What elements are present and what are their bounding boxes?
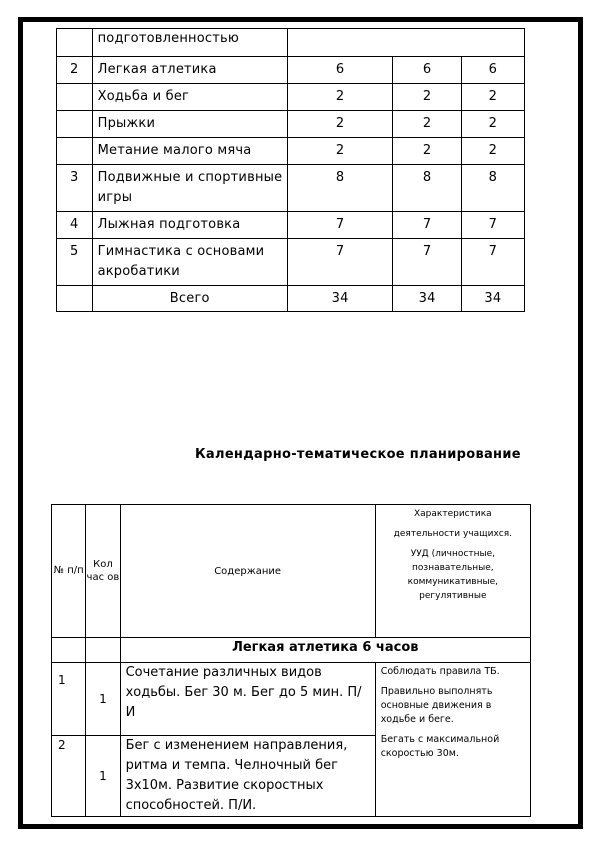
hours-value: 2 [488, 143, 498, 158]
table-row [57, 57, 525, 84]
hours-distribution-table [56, 28, 525, 312]
row-number [57, 84, 92, 87]
lesson-number: 2 [52, 736, 86, 817]
hours-value: 6 [422, 62, 432, 77]
characteristics-subtitle: деятельности учащихся. [393, 529, 513, 539]
table-row [57, 239, 525, 286]
hours-value: 7 [488, 217, 498, 232]
table-row [57, 29, 525, 57]
table-header-row [52, 505, 531, 638]
hours-value: 2 [335, 143, 345, 158]
total-value: 34 [484, 291, 502, 306]
hours-value: 8 [335, 170, 345, 185]
page-title: Календарно-тематическое планирование [195, 447, 521, 462]
hours-value: 6 [335, 62, 345, 77]
activity-characteristics [375, 663, 530, 817]
number-column-header: № п/п [52, 505, 86, 638]
hours-value: 8 [422, 170, 432, 185]
hours-value: 7 [335, 244, 345, 259]
hours-value: 2 [335, 89, 345, 104]
hours-value: 8 [488, 170, 498, 185]
hours-value: 7 [422, 244, 432, 259]
uud-description: УУД (личностные, познавательные, коммуникативные, регулятивные [407, 549, 498, 601]
hours-value: 7 [335, 217, 345, 232]
total-label: Всего [169, 291, 210, 306]
content-column-header: Содержание [120, 505, 375, 638]
section-name: Гимнастика с основами акробатики [97, 244, 265, 279]
section-row [52, 638, 531, 663]
hours-value: 7 [422, 217, 432, 232]
row-number: 3 [70, 170, 79, 185]
table-row [57, 111, 525, 138]
hours-value [287, 29, 524, 57]
characteristics-title: Характеристика [414, 509, 492, 519]
empty-cell [52, 638, 86, 663]
characteristics-column-header [375, 505, 530, 638]
thematic-plan-table [51, 504, 531, 817]
lesson-hours: 1 [86, 736, 120, 817]
section-name: Метание малого мяча [97, 143, 252, 158]
total-value: 34 [331, 291, 349, 306]
lesson-content: Сочетание различных видов ходьбы. Бег 30 м. Бег до 5 мин. П/И [120, 663, 375, 736]
section-name: Легкая атлетика [97, 62, 217, 77]
section-name: Лыжная подготовка [97, 217, 241, 232]
total-row [57, 286, 525, 312]
section-name: подготовленностью [92, 29, 287, 57]
lesson-content: Бег с изменением направления, ритма и темпа. Челночный бег 3х10м. Развитие скоростных способностей. П/И. [120, 736, 375, 817]
row-number [57, 29, 93, 57]
lesson-number: 1 [52, 663, 86, 736]
hours-column-header: Кол час ов [86, 505, 120, 638]
row-number: 4 [70, 217, 79, 232]
section-name: Подвижные и спортивные игры [97, 170, 283, 205]
section-name: Ходьба и бег [97, 89, 190, 104]
section-title: Легкая атлетика 6 часов [120, 638, 530, 663]
characteristic-item: Бегать с максимальной скоростью 30м. [380, 734, 500, 759]
hours-value: 6 [488, 62, 498, 77]
row-number [57, 138, 92, 141]
hours-value: 2 [422, 89, 432, 104]
table-row [57, 212, 525, 239]
row-number: 2 [70, 62, 79, 77]
characteristic-item: Соблюдать правила ТБ. [380, 666, 500, 677]
hours-value: 2 [422, 143, 432, 158]
hours-value: 2 [422, 116, 432, 131]
hours-value: 7 [488, 244, 498, 259]
table-row [57, 84, 525, 111]
row-number [57, 286, 93, 312]
empty-cell [86, 638, 120, 663]
hours-value: 2 [488, 89, 498, 104]
table-row [57, 138, 525, 165]
table-row [57, 165, 525, 212]
row-number [57, 111, 92, 114]
section-name: Прыжки [97, 116, 156, 131]
total-value: 34 [418, 291, 436, 306]
row-number: 5 [70, 244, 79, 259]
lesson-hours: 1 [86, 663, 120, 736]
hours-value: 2 [488, 116, 498, 131]
hours-value: 2 [335, 116, 345, 131]
table-row [52, 663, 531, 736]
characteristic-item: Правильно выполнять основные движения в ходьбе и беге. [380, 686, 493, 725]
